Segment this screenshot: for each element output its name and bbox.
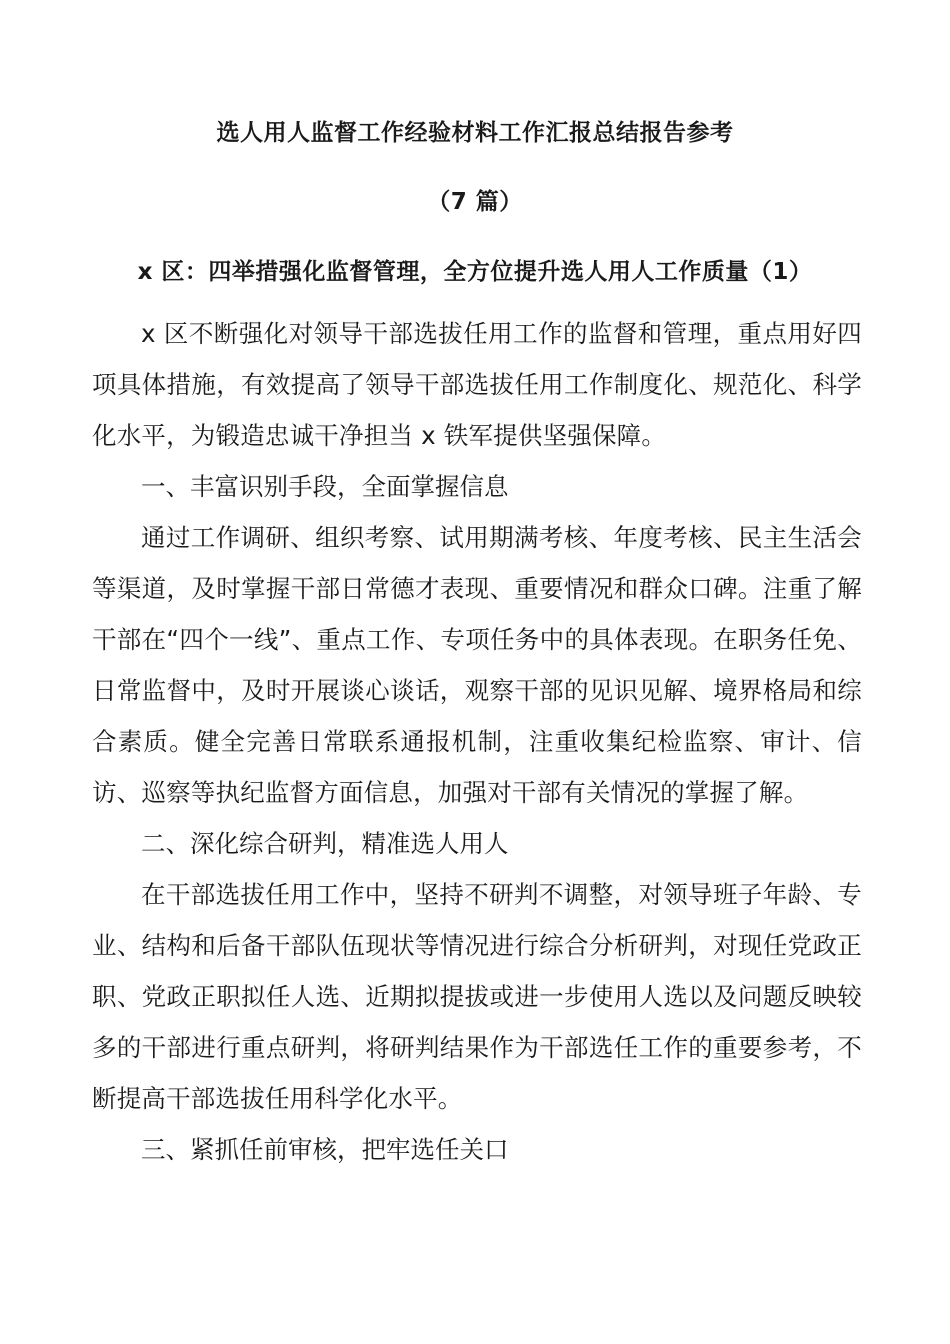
section-heading-1: 一、丰富识别手段，全面掌握信息: [141, 472, 509, 501]
section-paragraph-2: 在干部选拔任用工作中，坚持不研判不调整，对领导班子年龄、专业、结构和后备干部队伍现状等情况进行综合分析研判，对现任党政正职、党政正职拟任人选、近期拟提拔或进一步使用人选以及问题反映较多的干部进行重点研判，将研判结果作为干部选任工作的重要参考，不断提高干部选拔任用科学化水平。: [92, 880, 862, 1113]
intro-paragraph: x 区不断强化对领导干部选拔任用工作的监督和管理，重点用好四项具体措施，有效提高了领导干部选拔任用工作制度化、规范化、科学化水平，为锻造忠诚干净担当 x 铁军提供坚强保障。: [92, 319, 862, 450]
section-heading-3: 三、紧抓任前审核，把牢选任关口: [141, 1135, 509, 1164]
document-title: 选人用人监督工作经验材料工作汇报总结报告参考: [216, 120, 734, 146]
document-title-count: （7 篇）: [427, 189, 523, 215]
section-paragraph-1: 通过工作调研、组织考察、试用期满考核、年度考核、民主生活会等渠道，及时掌握干部日常德才表现、重要情况和群众口碑。注重了解干部在“四个一线”、重点工作、专项任务中的具体表现。在职务任免、日常监督中，及时开展谈心谈话，观察干部的见识见解、境界格局和综合素质。健全完善日常联系通报机制，注重收集纪检监察、审计、信访、巡察等执纪监督方面信息，加强对干部有关情况的掌握了解。: [92, 523, 862, 807]
section-heading-2: 二、深化综合研判，精准选人用人: [141, 829, 509, 858]
article-body: [92, 308, 862, 1175]
article-subtitle: x 区：四举措强化监督管理，全方位提升选人用人工作质量（1）: [137, 259, 813, 285]
